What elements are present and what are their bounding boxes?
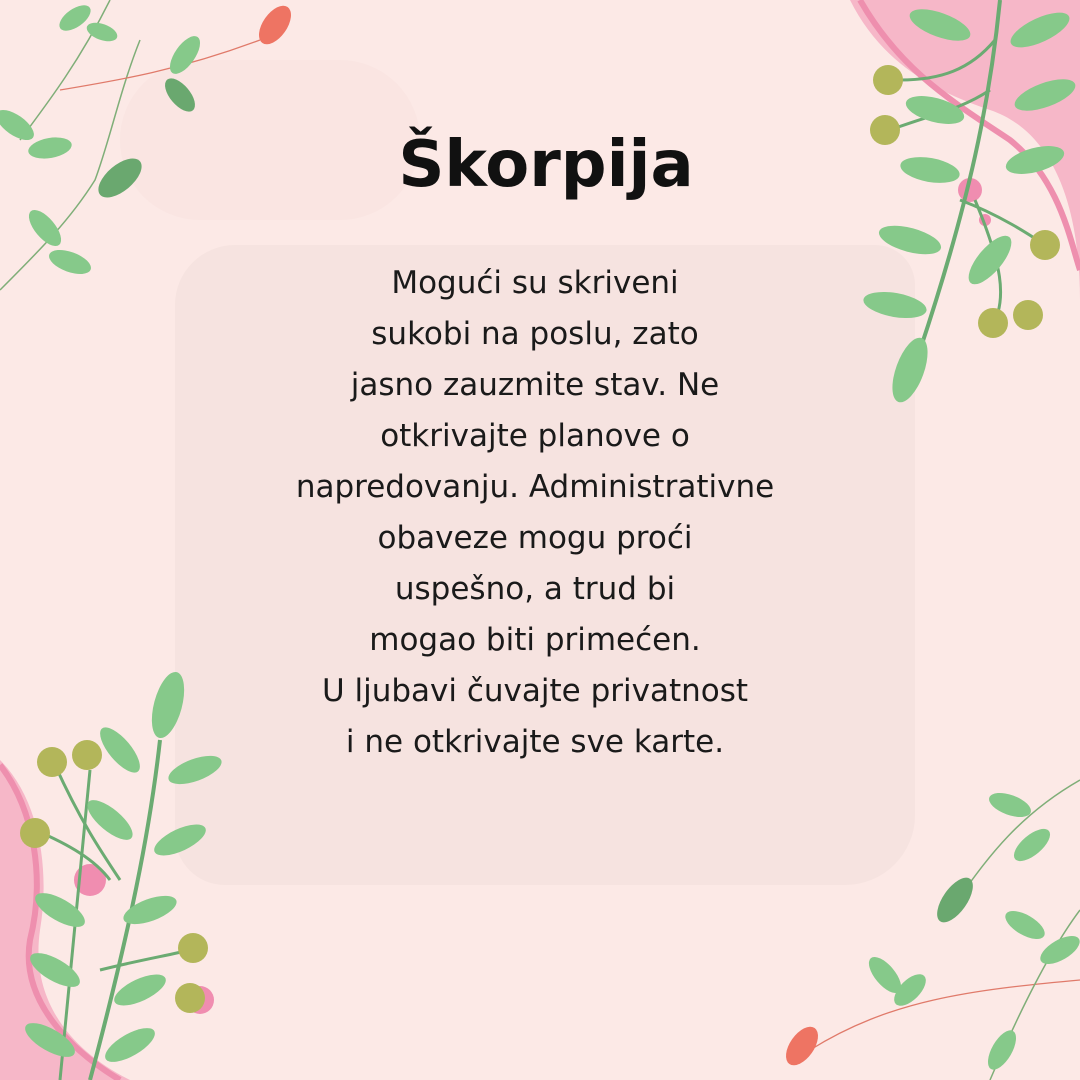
text-line: Mogući su skriveni: [391, 265, 679, 301]
horoscope-text: [200, 258, 870, 768]
text-line: U ljubavi čuvajte privatnost: [321, 673, 749, 709]
page-title: Škorpija: [398, 128, 694, 202]
leaf-branch-bottom-left: [0, 670, 230, 1080]
text-line: jasno zauzmite stav. Ne: [350, 367, 720, 403]
text-line: i ne otkrivajte sve karte.: [345, 724, 725, 760]
text-line: otkrivajte planove o: [380, 418, 690, 454]
text-line: napredovanju. Administrativne: [295, 469, 775, 505]
text-line: sukobi na poslu, zato: [371, 316, 699, 352]
text-line: mogao biti primećen.: [369, 622, 701, 658]
leaf-branch-top-right: [840, 0, 1080, 420]
text-line: uspešno, a trud bi: [394, 571, 676, 607]
leaf-branch-bottom-right: [770, 780, 1080, 1080]
text-line: obaveze mogu proći: [377, 520, 693, 556]
